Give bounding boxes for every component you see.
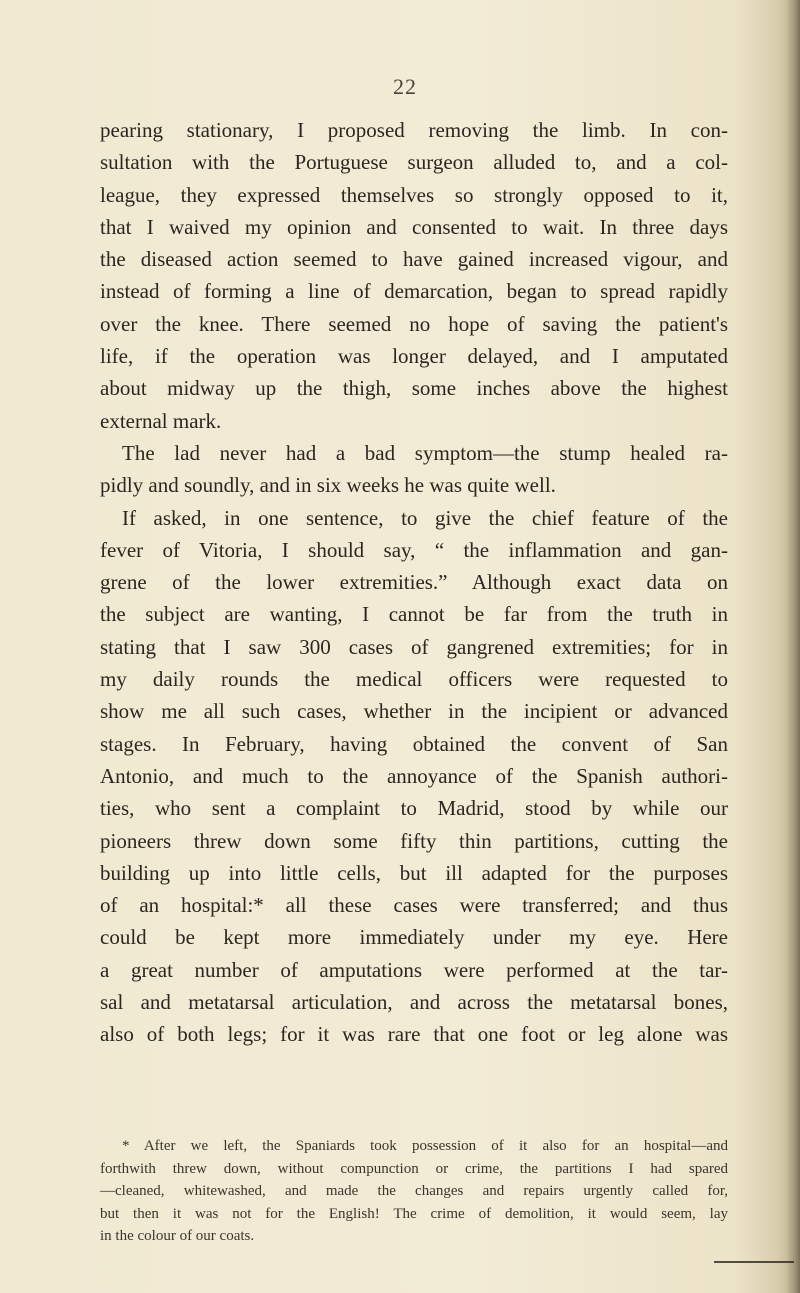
body-line: If asked, in one sentence, to give the chief feature of the xyxy=(122,505,728,530)
body-line: that I waived my opinion and consented to wait. In three days xyxy=(100,214,728,239)
body-line: stating that I saw 300 cases of gangrened extremities; for in xyxy=(100,634,728,659)
body-line: building up into little cells, but ill adapted for the purposes xyxy=(100,860,728,885)
body-line: my daily rounds the medical officers were requested to xyxy=(100,667,728,692)
body-line: life, if the operation was longer delayed, and I amputated xyxy=(100,344,728,369)
body-line: could be kept more immediately under my eye. Here xyxy=(100,925,728,950)
body-line: league, they expressed themselves so strongly opposed to it, xyxy=(100,182,728,207)
body-line: a great number of amputations were performed at the tar- xyxy=(100,957,728,982)
page-corner-mark xyxy=(714,1261,794,1263)
body-line: also of both legs; for it was rare that one foot or leg alone was xyxy=(100,1022,728,1047)
body-line: pearing stationary, I proposed removing the limb. In con- xyxy=(100,118,728,142)
body-line: pidly and soundly, and in six weeks he was quite well. xyxy=(100,473,556,498)
footnote-line: in the colour of our coats. xyxy=(100,1228,255,1244)
body-line: ties, who sent a complaint to Madrid, stood by while our xyxy=(100,796,728,821)
footnote-line: * After we left, the Spaniards took possession of it also for an hospital—and xyxy=(122,1138,728,1154)
body-line: of an hospital:* all these cases were transferred; and thus xyxy=(100,893,728,918)
body-line: over the knee. There seemed no hope of saving the patient's xyxy=(100,311,728,336)
body-line: grene of the lower extremities.” Although exact data on xyxy=(100,570,728,595)
footnote xyxy=(100,1135,728,1248)
body-line: show me all such cases, whether in the incipient or advanced xyxy=(100,699,728,724)
body-line: sultation with the Portuguese surgeon alluded to, and a col- xyxy=(100,150,728,175)
footnote-line: —cleaned, whitewashed, and made the changes and repairs urgently called for, xyxy=(100,1183,728,1199)
body-line: external mark. xyxy=(100,408,222,433)
page-edge-shadow xyxy=(786,0,800,1293)
body-line: The lad never had a bad symptom—the stump healed ra- xyxy=(122,440,728,465)
body-line: sal and metatarsal articulation, and across the metatarsal bones, xyxy=(100,990,728,1015)
body-line: the diseased action seemed to have gained increased vigour, and xyxy=(100,247,728,272)
body-line: Antonio, and much to the annoyance of the Spanish authori- xyxy=(100,763,728,788)
body-text xyxy=(100,114,728,1051)
body-line: about midway up the thigh, some inches above the highest xyxy=(100,376,728,401)
body-line: the subject are wanting, I cannot be far from the truth in xyxy=(100,602,728,627)
body-line: pioneers threw down some fifty thin partitions, cutting the xyxy=(100,828,728,853)
body-line: stages. In February, having obtained the convent of San xyxy=(100,731,728,756)
body-line: instead of forming a line of demarcation, began to spread rapidly xyxy=(100,279,728,304)
body-line: fever of Vitoria, I should say, “ the inflammation and gan- xyxy=(100,537,728,562)
footnote-line: but then it was not for the English! The crime of demolition, it would seem, lay xyxy=(100,1205,728,1222)
footnote-line: forthwith threw down, without compunction or crime, the partitions I had spared xyxy=(100,1160,728,1177)
page-number: 22 xyxy=(393,74,417,99)
